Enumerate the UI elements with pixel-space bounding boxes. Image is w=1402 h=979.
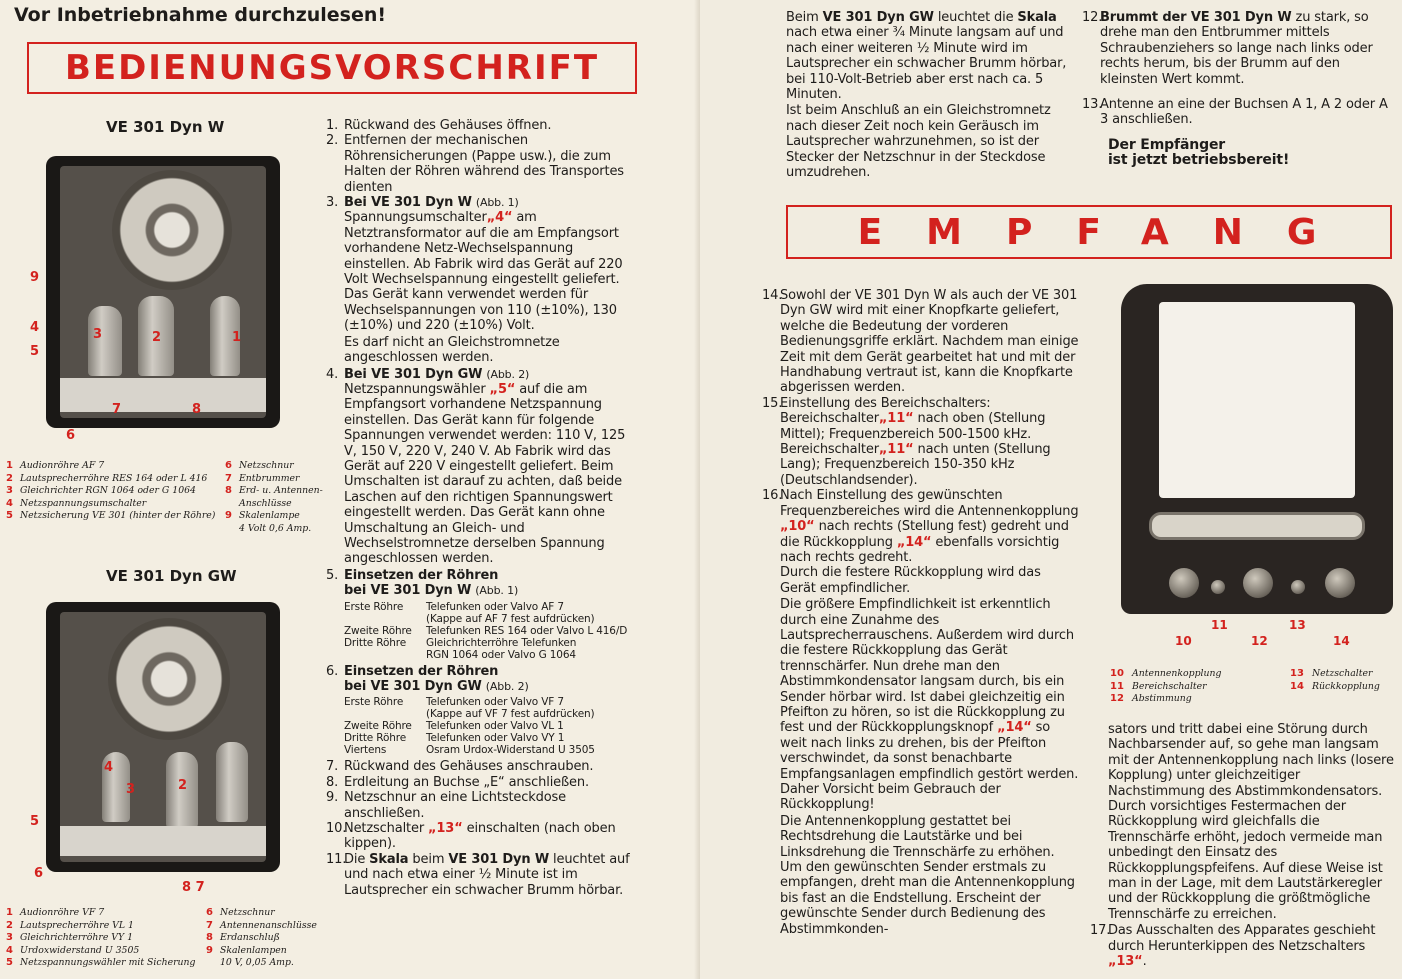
knob-number-13: 13 [1289, 618, 1306, 632]
knob-number-11: 11 [1211, 618, 1228, 632]
callout-gw-5: 5 [30, 814, 40, 829]
step-5: 5. Einsetzen der Röhren bei VE 301 Dyn W (Abb. 1) [326, 567, 519, 599]
continuation-text: Beim VE 301 Dyn GW leuchtet die Skala nach etwa einer ¾ Minute langsam auf und nach einer weiteren ½ Minute wird im Lautsprecher ein schwacher Brumm hörbar, bei 110-Volt-Betrieb aber erst nach ca. 5 Minuten. Ist beim Anschluß an ein Gleichstromnetz nach dieser Zeit noch kein Geräusch im Lautsprecher wahrzunehmen, so ist der Stecker der Netzschnur in der Steckdose umzudrehen. [786, 10, 1067, 181]
ready-note: Der Empfänger ist jetzt betriebsbereit! [1108, 136, 1290, 169]
step-2: 2. Entfernen der mechanischen Röhrensicherungen (Pappe usw.), die zum Halten der Röhren während des Transportes dienten [326, 133, 624, 195]
callout-gw-3: 3 [126, 782, 136, 797]
step-16: 16. Nach Einstellung des gewünschten Frequenzbereiches wird die Antennenkopplung „10“ nach rechts (Stellung fest) gedreht und die Rückkopplung „14“ ebenfalls vorsichtig nach rechts gedreht. [762, 488, 1079, 565]
step-7: 7. Rückwand des Gehäuses anschrauben. [326, 759, 594, 775]
chassis-photo-w [46, 156, 280, 428]
knob-number-12: 12 [1251, 634, 1268, 648]
callout-3: 3 [93, 327, 103, 342]
callout-8: 8 [192, 402, 202, 417]
step-9: 9. Netzschnur an eine Lichtsteckdose anschließen. [326, 790, 566, 821]
step-3: 3. Bei VE 301 Dyn W (Abb. 1) [326, 195, 519, 211]
legend-w-right: 6 Netzschnur 7 Entbrummer 8 Erd- u. Antennen- Anschlüsse 9 Skalenlampe 4 Volt 0,6 Amp. [225, 460, 323, 534]
step-1: 1. Rückwand des Gehäuses öffnen. [326, 118, 552, 133]
step-15: 15. Einstellung des Bereichschalters: Bereichschalter„11“ nach oben (Stellung Mittel); Frequenzbereich 500-1500 kHz. Bereichschalter„11“ nach unten (Stellung Lang); Frequenzbereich 150-350 kHz (Deutschlandsender). [762, 395, 1051, 488]
knob-number-14: 14 [1333, 634, 1350, 648]
model-heading-w: VE 301 Dyn W [106, 118, 225, 136]
right-page [700, 0, 1402, 979]
radio-front-illustration [1121, 284, 1393, 648]
step-11: 11. Die Skala beim VE 301 Dyn W leuchtet auf und nach etwa einer ½ Minute ist im Lautsprecher ein schwacher Brumm hörbar. [326, 851, 630, 898]
callout-gw-2: 2 [178, 778, 188, 793]
step-10: 10. Netzschalter „13“ einschalten (nach oben kippen). [326, 821, 616, 852]
callout-6: 6 [66, 428, 76, 443]
knob-antennenkopplung [1169, 568, 1199, 598]
tube-list-w: Erste Röhre Telefunken oder Valvo AF 7 (Kappe auf AF 7 fest aufdrücken) Zweite Röhre Telefunken RES 164 oder Valvo L 416/D Dritte Röhre Gleichrichterröhre Telefunken RGN 1064 oder Valvo G 1064 [344, 600, 628, 661]
callout-4: 4 [30, 320, 40, 335]
steps-12-13 [1082, 10, 1394, 170]
page-title-bedienungsvorschrift: BEDIENUNGSVORSCHRIFT [27, 42, 637, 94]
knob-rueckkopplung [1325, 568, 1355, 598]
switch-netzschalter [1291, 580, 1305, 594]
switch-bereichschalter [1211, 580, 1225, 594]
tuning-scale [1149, 512, 1365, 540]
step-14: 14. Sowohl der VE 301 Dyn W als auch der VE 301 Dyn GW wird mit einer Knopfkarte geliefert, welche die Bedeutung der vorderen Bedienungsgriffe erklärt. Nachdem man einige Zeit mit dem Gerät gearbeitet hat und mit der Handhabung vertraut ist, kann die Knopfkarte abgerissen werden. [762, 288, 1079, 396]
tube-list-gw: Erste Röhre Telefunken oder Valvo VF 7 (Kappe auf VF 7 fest aufdrücken) Zweite Röhre Telefunken oder Valvo VL 1 Dritte Röhre Telefunken oder Valvo VY 1 Viertens Osram Urdox-Widerstand U 3505 [344, 696, 595, 757]
knob-legend-right: 13 Netzschalter 14 Rückkopplung [1290, 668, 1380, 692]
knob-legend-left: 10 Antennenkopplung 11 Bereichschalter 12 Abstimmung [1110, 668, 1222, 705]
chassis-photo-gw [46, 602, 280, 872]
step-13: 13. Antenne an eine der Buchsen A 1, A 2 oder A 3 anschließen. [1082, 97, 1388, 128]
top-note: Vor Inbetriebnahme durchzulesen! [14, 4, 387, 26]
callout-5: 5 [30, 344, 40, 359]
callout-gw-6: 6 [34, 866, 44, 881]
callout-gw-4: 4 [104, 760, 114, 775]
step-6: 6. Einsetzen der Röhren bei VE 301 Dyn GW (Abb. 2) [326, 663, 529, 694]
legend-gw-left: 1 Audionröhre VF 7 2 Lautsprecherröhre VL 1 3 Gleichrichterröhre VY 1 4 Urdoxwiderstand U 3505 5 Netzspannungswähler mit Sicherung [6, 907, 196, 969]
legend-w-left: 1 Audionröhre AF 7 2 Lautsprecherröhre RES 164 oder L 416 3 Gleichrichter RGN 1064 oder G 1064 4 Netzspannungsumschalter 5 Netzsicherung VE 301 (hinter der Röhre) [6, 460, 216, 522]
knob-number-10: 10 [1175, 634, 1192, 648]
left-page [0, 0, 700, 979]
step-4: 4. Bei VE 301 Dyn GW (Abb. 2) [326, 366, 530, 382]
callout-7: 7 [112, 402, 122, 417]
column-continuation: sators und tritt dabei eine Störung durch Nachbarsender auf, so gehe man langsam mit der Antennenkopplung nach links (losere Kopplung) unter gleichzeitiger Nachstimmung des Abstimmkondensators. Durch vorsichtiges Festermachen der Rückkopplung wird gleichfalls die Trennschärfe erhöht, jedoch vermeide man unbedingt den Einsatz des Rückkopplungspfeifens. Auf diese Weise ist man in der Lage, mit dem Lautstärkeregler und der Rückkopplung die größtmögliche Trennschärfe zu erreichen. 17. Das Ausschalten des Apparates geschieht durch Herunterkippen des Netzschalters „13“. [1090, 722, 1394, 970]
model-heading-gw: VE 301 Dyn GW [106, 567, 237, 585]
callout-1: 1 [232, 330, 242, 345]
step-17: 17. Das Ausschalten des Apparates geschieht durch Herunterkippen des Netzschalters „13“. [1090, 923, 1376, 970]
callout-2: 2 [152, 330, 162, 345]
step-8: 8. Erdleitung an Buchse „E“ anschließen. [326, 774, 589, 790]
step-12: 12. Brummt der VE 301 Dyn W zu stark, so drehe man den Entbrummer mittels Schraubenziehers so lange nach links oder rechts herum, bis der Brumm auf den kleinsten Wert kommt. [1082, 10, 1373, 87]
callout-9: 9 [30, 270, 40, 285]
legend-gw-right: 6 Netzschnur 7 Antennenanschlüsse 8 Erdanschluß 9 Skalenlampen 10 V, 0,05 Amp. [206, 907, 317, 969]
instructions-column-right: 14. Sowohl der VE 301 Dyn W als auch der VE 301 Dyn GW wird mit einer Knopfkarte geliefert, welche die Bedeutung der vorderen Bedienungsgriffe erklärt. Nachdem man einige Zeit mit dem Gerät gearbeitet hat und mit der Handhabung vertraut ist, kann die Knopfkarte abgerissen werden. 15. Einstellung des Bereichschalters: Bereichschalter„11“ nach oben (Stellung Mittel); Frequenzbereich 500-1500 kHz. Bereichschalter„11“ nach unten (Stellung Lang); Frequenzbereich 150-350 kHz (Deutschlandsender). 16. Nach Einstellung des gewünschten Frequenzbereiches wird die Antennenkopplung „10“ nach rechts (Stellung fest) gedreht und die Rückkopplung „14“ ebenfalls vorsichtig nach rechts gedreht. Durch die festere Rückkopplung wird das Gerät empfindlicher. Die größere Empfindlichkeit ist erkenntlich durch eine Zunahme des Lautsprecherrauschens. Außerdem wird durch die festere Rückkopplung das Gerät trennschärfer. Nun drehe man den Abstimmkondensator langsam durch, bis ein Sender hörbar wird. Ist dabei gleichzeitig ein Pfeifton zu hören, so ist die Rückkopplung zu fest und der Rückkopplungsknopf „14“ so weit nach links zu drehen, bis der Pfeifton verschwindet, da sonst benachbarte Empfangsanlagen empfindlich gestört werden. Daher Vorsicht beim Gebrauch der Rückkopplung! Die Antennenkopplung gestattet bei Rechtsdrehung die Lautstärke und bei Linksdrehung die Trennschärfe zu erhöhen. Um den gewünschten Sender erstmals zu empfangen, dreht man die Antennenkopplung bis fast an die Endstellung. Erscheint der gewünschte Sender durch Bedienung des Abstimmkonden- [762, 288, 1079, 937]
knob-abstimmung [1243, 568, 1273, 598]
section-title-empfang: EMPFANG [786, 205, 1392, 259]
instructions-column-left: 1. Rückwand des Gehäuses öffnen. 2. Entfernen der mechanischen Röhrensicherungen (Pappe usw.), die zum Halten der Röhren während des Transportes dienten 3. Bei VE 301 Dyn W (Abb. 1) Spannungsumschalter„4“ am Netztransformator auf die am Empfangsort vorhandene Netz-Wechselspannung einstellen. Ab Fabrik wird das Gerät auf 220 Volt Wechselspannung eingestellt geliefert. Das Gerät kann verwendet werden für Wechselspannungen von 110 (±10%), 130 (±10%) und 220 (±10%) Volt. Es darf nicht an Gleichstromnetze angeschlossen werden. 4. Bei VE 301 Dyn GW (Abb. 2) Netzspannungswähler „5“ auf die am Empfangsort vorhandene Netzspannung einstellen. Das Gerät kann für folgende Spannungen verwendet werden: 110 V, 125 V, 150 V, 220 V, 240 V. Ab Fabrik wird das Gerät auf 220 V eingestellt geliefert. Beim Umschalten ist darauf zu achten, daß beide Laschen auf den richtigen Spannungswert eingestellt werden. Das Gerät kann ohne Umschaltung an Gleich- und Wechselstromnetze derselben Spannung angeschlossen werden. 5. Einsetzen der Röhren bei VE 301 Dyn W (Abb. 1) Erste Röhre Telefunken oder Valvo AF 7 (Kappe auf AF 7 fest aufdrücken) Zweite Röhre Telefunken RES 164 oder Valvo L 416/D Dritte Röhre Gleichrichterröhre Telefunken RGN 1064 oder Valvo G 1064 6. Einsetzen der Röhren bei VE 301 Dyn GW (Abb. 2) Erste Röhre Telefunken oder Valvo VF 7 (Kappe auf VF 7 fest aufdrücken) Zweite Röhre Telefunken oder Valvo VL 1 Dritte Röhre Telefunken oder Valvo VY 1 Viertens Osram Urdox-Widerstand U 3505 7. Rückwand des Gehäuses anschrauben. 8. Erdleitung an Buchse „E“ anschließen. 9. Netzschnur an eine Lichtsteckdose anschließen. 10. Netzschalter „13“ einschalten (nach oben kippen). 11. Die Skala beim VE 301 Dyn W leuchtet auf und nach etwa einer ½ Minute ist im Lautsprecher ein schwacher Brumm hörbar. [326, 118, 634, 898]
callout-gw-8-7: 8 7 [182, 880, 205, 895]
